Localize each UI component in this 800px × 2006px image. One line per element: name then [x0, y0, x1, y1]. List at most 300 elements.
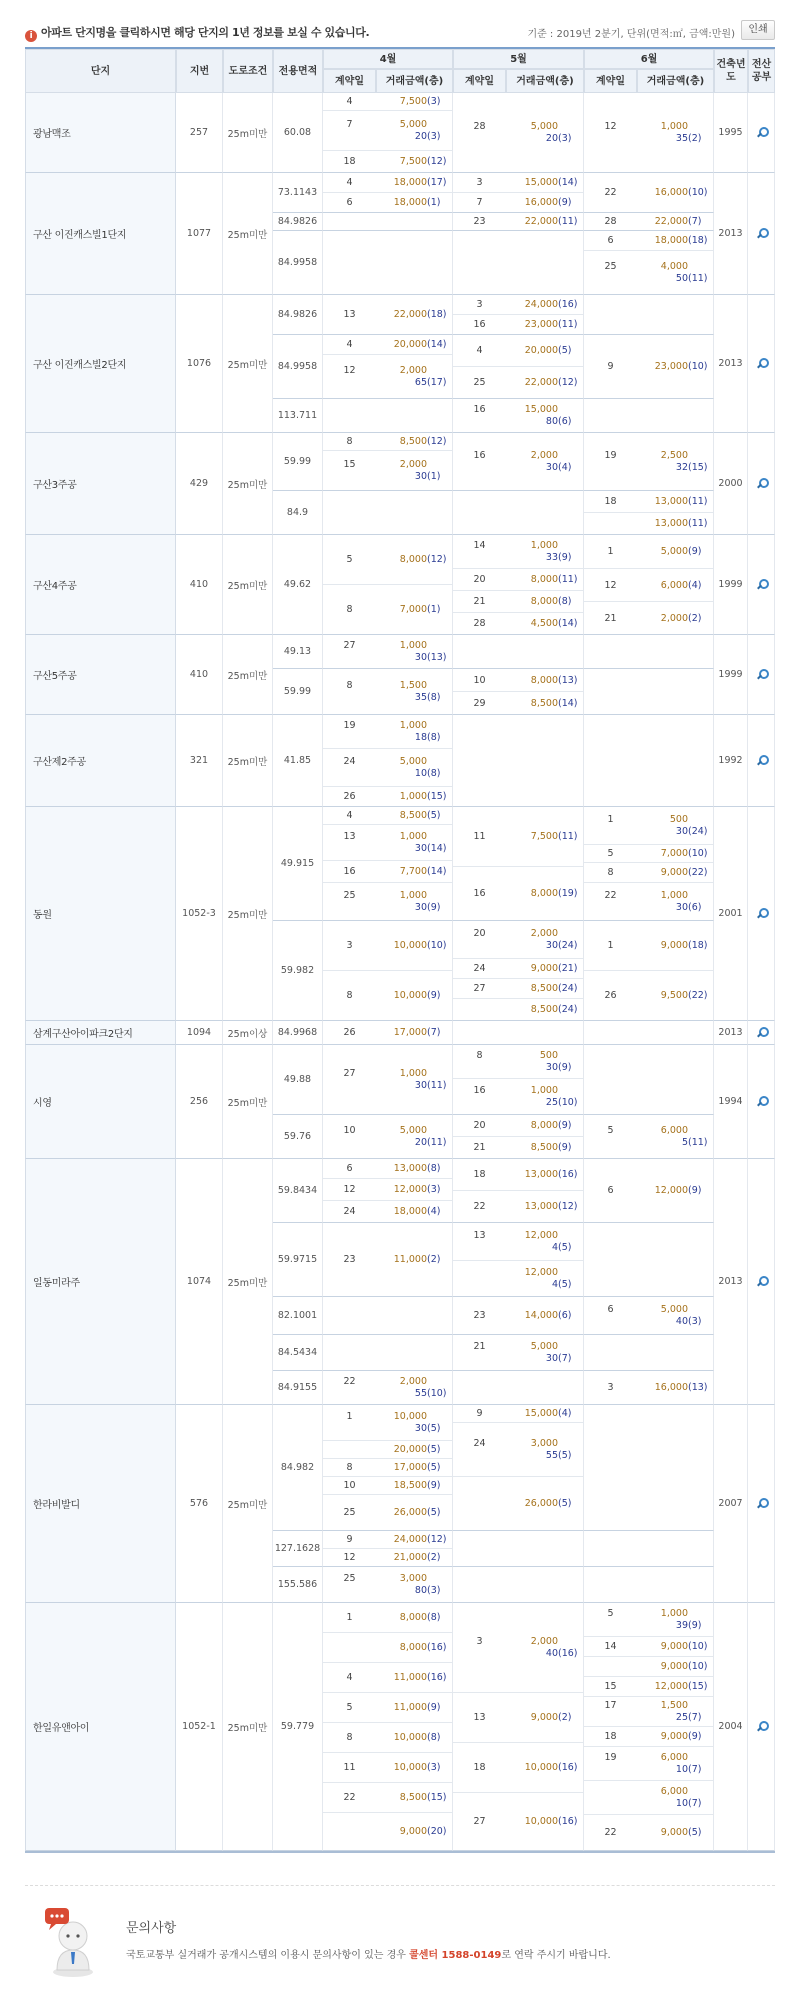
floor-value: (5): [427, 1507, 441, 1518]
floor-value: (19): [558, 888, 578, 899]
price-value: 7,700: [399, 866, 427, 877]
trade-amount: [376, 309, 449, 321]
exclusive-area: 127.1628: [273, 1531, 323, 1567]
price-value-2: 18: [414, 732, 427, 743]
price-value: 18,000: [393, 177, 427, 188]
price-line-2: [506, 1242, 580, 1254]
trade-amount: [376, 1444, 449, 1456]
price-value: 1,000: [660, 890, 688, 901]
price-line-2: [637, 826, 710, 838]
header-month-4: 4월: [323, 49, 453, 69]
magnifier-icon[interactable]: [756, 1721, 768, 1733]
trade-divider: [584, 512, 714, 513]
trade-amount: [376, 890, 449, 914]
price-value: 8,500: [530, 1142, 558, 1153]
floor-value: (21): [558, 963, 578, 974]
price-value: 15,000: [524, 177, 558, 188]
trade-amount: [376, 197, 449, 209]
trade-amount: [376, 1027, 449, 1039]
floor-value: (9): [558, 1062, 572, 1073]
contract-day: 27: [343, 1068, 356, 1079]
price-value: 21,000: [393, 1552, 427, 1563]
month-block: [453, 1405, 584, 1531]
magnifier-icon[interactable]: [756, 228, 768, 240]
exclusive-area: 49.13: [273, 635, 323, 669]
price-value: 12,000: [524, 1230, 558, 1241]
price-value: 7,500: [399, 156, 427, 167]
floor-value: (16): [558, 1169, 578, 1180]
magnifier-icon[interactable]: [756, 1096, 768, 1108]
floor-value: (16): [558, 1816, 578, 1827]
price-value: 9,000: [660, 940, 688, 951]
complex-name-link[interactable]: 삼계구산아이파크2단지: [25, 1021, 176, 1045]
price-value: 16,000: [524, 197, 558, 208]
price-value: 10,000: [393, 990, 427, 1001]
price-line-2: [506, 940, 580, 952]
month-block: [453, 1531, 584, 1567]
header-complex: 단지: [25, 49, 176, 93]
floor-value: (12): [558, 1201, 578, 1212]
trade-amount: [506, 596, 580, 608]
exclusive-area: 41.85: [273, 715, 323, 807]
contract-day: 28: [604, 216, 617, 227]
inquiry-text-after: 로 연락 주시기 바랍니다.: [501, 1950, 611, 1961]
price-value: 2,500: [660, 450, 688, 461]
price-value: 17,000: [393, 1027, 427, 1038]
complex-lot: 410: [176, 535, 223, 635]
trade-amount: [637, 1641, 710, 1653]
contract-day: 27: [473, 983, 486, 994]
month-block: [323, 921, 453, 1021]
trade-divider: [584, 882, 714, 883]
trade-amount: [637, 1731, 710, 1743]
floor-value: (5): [427, 1462, 441, 1473]
trade-amount: [376, 1826, 449, 1838]
floor-value: (16): [558, 299, 578, 310]
floor-value: (4): [558, 1408, 572, 1419]
month-block: [584, 635, 714, 669]
price-value: 9,000: [660, 1827, 688, 1838]
exclusive-area: 84.9958: [273, 335, 323, 399]
floor-value: (12): [558, 377, 578, 388]
price-line-2: [376, 1423, 449, 1435]
contract-day: 16: [473, 888, 486, 899]
contract-day: 5: [607, 1125, 614, 1136]
price-value-2: 55: [414, 1388, 427, 1399]
contract-day: 8: [607, 867, 614, 878]
trade-divider: [453, 612, 584, 613]
price-value: 1,500: [399, 680, 427, 691]
trade-amount: [506, 831, 580, 843]
price-line-2: [637, 273, 710, 285]
complex-road: 25m미만: [223, 93, 273, 173]
price-value: 18,500: [393, 1480, 427, 1491]
trade-divider: [453, 192, 584, 193]
complex-name-link[interactable]: 동원: [25, 807, 176, 1021]
trade-divider: [323, 584, 453, 585]
trade-divider: [584, 1814, 714, 1815]
price-value: 24,000: [524, 299, 558, 310]
month-block: [584, 1223, 714, 1297]
trade-divider: [453, 978, 584, 979]
complex-road: 25m이상: [223, 1021, 273, 1045]
price-value-2: 39: [675, 1620, 688, 1631]
price-value: 1,000: [660, 1608, 688, 1619]
contract-day: 21: [473, 1341, 486, 1352]
price-value: 4,000: [660, 261, 688, 272]
trade-divider: [323, 970, 453, 971]
trade-divider: [323, 1812, 453, 1813]
price-value: 18,000: [654, 235, 688, 246]
floor-value: (9): [558, 1120, 572, 1131]
trade-amount: [376, 339, 449, 351]
trade-divider: [453, 1692, 584, 1693]
trade-divider: [323, 1782, 453, 1783]
price-value: 6,000: [660, 1752, 688, 1763]
exclusive-area: 84.9968: [273, 1021, 323, 1045]
magnifier-icon[interactable]: [756, 1498, 768, 1510]
price-line-2: [637, 1764, 710, 1776]
trade-divider: [323, 882, 453, 883]
contract-day: 14: [604, 1641, 617, 1652]
floor-value: (7): [688, 216, 702, 227]
header-contract-day: 계약일: [584, 69, 637, 93]
contract-day: 3: [476, 299, 483, 310]
price-value-2: 65: [414, 377, 427, 388]
complex-name-link[interactable]: 한라비발디: [25, 1405, 176, 1603]
trade-divider: [323, 1200, 453, 1201]
floor-value: (17): [427, 177, 447, 188]
price-value: 1,000: [399, 640, 427, 651]
complex-lot: 1052-1: [176, 1603, 223, 1851]
trade-amount: [637, 496, 710, 508]
trade-divider: [584, 568, 714, 569]
header-contract-day: 계약일: [453, 69, 506, 93]
complex-name-link[interactable]: 한일유앤아이: [25, 1603, 176, 1851]
floor-value: (10): [427, 1388, 447, 1399]
trade-amount: [376, 831, 449, 855]
floor-value: (3): [558, 133, 572, 144]
floor-value: (20): [427, 1826, 447, 1837]
trade-amount: [506, 319, 580, 331]
magnifier-icon[interactable]: [756, 908, 768, 920]
trade-amount: [637, 216, 710, 228]
price-value: 24,000: [393, 1534, 427, 1545]
floor-value: (2): [688, 133, 702, 144]
floor-value: (13): [427, 652, 447, 663]
floor-value: (1): [427, 197, 441, 208]
trade-divider: [323, 110, 453, 111]
complex-road: 25m미만: [223, 1159, 273, 1405]
trade-amount: [637, 1700, 710, 1724]
print-button[interactable]: 인쇄: [741, 20, 775, 40]
magnifier-icon[interactable]: [756, 669, 768, 681]
header-area: 전용면적: [273, 49, 323, 93]
floor-value: (5): [558, 1450, 572, 1461]
trade-amount: [637, 546, 710, 558]
contract-day: 8: [346, 990, 353, 1001]
magnifier-icon[interactable]: [756, 579, 768, 591]
trade-amount: [506, 1201, 580, 1213]
price-value: 6,000: [660, 580, 688, 591]
floor-value: (24): [688, 826, 708, 837]
price-value: 500: [669, 814, 688, 825]
trade-divider: [323, 1494, 453, 1495]
trade-divider: [323, 1458, 453, 1459]
trade-amount: [376, 720, 449, 744]
exclusive-area: 84.9: [273, 491, 323, 535]
header-road: 도로조건: [223, 49, 273, 93]
trade-divider: [453, 1792, 584, 1793]
trade-divider: [584, 1676, 714, 1677]
header-month-5: 5월: [453, 49, 584, 69]
magnifier-icon[interactable]: [756, 127, 768, 139]
floor-value: (15): [427, 791, 447, 802]
complex-built: 1994: [714, 1045, 748, 1159]
floor-value: (9): [688, 1185, 702, 1196]
exclusive-area: 73.1143: [273, 173, 323, 213]
price-value: 14,000: [524, 1310, 558, 1321]
floor-value: (16): [558, 1762, 578, 1773]
contract-day: 23: [343, 1254, 356, 1265]
price-line-2: [506, 1097, 580, 1109]
contract-day: 9: [476, 1408, 483, 1419]
header-amount: 거래금액(층): [637, 69, 714, 93]
month-block: [584, 715, 714, 807]
contract-day: 4: [346, 177, 353, 188]
contract-day: 3: [607, 1382, 614, 1393]
complex-name-link[interactable]: 구산5주공: [25, 635, 176, 715]
exclusive-area: 59.779: [273, 1603, 323, 1851]
price-value-2: 50: [675, 273, 688, 284]
complex-name-link[interactable]: 구산4주공: [25, 535, 176, 635]
month-block: [584, 1531, 714, 1567]
price-value: 500: [539, 1050, 558, 1061]
trade-amount: [637, 361, 710, 373]
trade-amount: [376, 1480, 449, 1492]
trade-amount: [376, 1184, 449, 1196]
complex-name-link[interactable]: 구산3주공: [25, 433, 176, 535]
complex-road: 25m미만: [223, 535, 273, 635]
complex-built: 2001: [714, 807, 748, 1021]
price-value: 12,000: [393, 1184, 427, 1195]
month-block: [323, 491, 453, 535]
price-value: 9,000: [530, 1712, 558, 1723]
trade-amount: [637, 990, 710, 1002]
trade-amount: [506, 1341, 580, 1365]
price-value: 1,000: [530, 540, 558, 551]
month-block: [323, 399, 453, 433]
magnifier-icon[interactable]: [756, 755, 768, 767]
trade-amount: [506, 618, 580, 630]
floor-value: (10): [688, 361, 708, 372]
info-icon: i: [25, 30, 37, 42]
floor-value: (14): [427, 866, 447, 877]
floor-value: (7): [688, 1764, 702, 1775]
trade-amount: [506, 574, 580, 586]
price-value-2: 20: [414, 1137, 427, 1148]
complex-name-link[interactable]: 구산제2주공: [25, 715, 176, 807]
floor-value: (11): [558, 216, 578, 227]
complex-name-link[interactable]: 일동미라주: [25, 1159, 176, 1405]
floor-value: (24): [558, 940, 578, 951]
price-value: 1,000: [399, 890, 427, 901]
price-line-2: [376, 692, 449, 704]
floor-value: (1): [427, 471, 441, 482]
trade-amount: [637, 518, 710, 530]
floor-value: (12): [427, 436, 447, 447]
floor-value: (11): [427, 1137, 447, 1148]
contract-day: 22: [604, 1827, 617, 1838]
floor-value: (3): [688, 1316, 702, 1327]
complex-lot: 321: [176, 715, 223, 807]
price-line-2: [376, 1585, 449, 1597]
trade-amount: [506, 888, 580, 900]
magnifier-icon[interactable]: [756, 358, 768, 370]
trade-amount: [506, 1408, 580, 1420]
inquiry-person-icon: [43, 1906, 99, 1978]
trade-amount: [376, 1068, 449, 1092]
price-value: 2,000: [530, 928, 558, 939]
trade-divider: [323, 1440, 453, 1441]
complex-name-link[interactable]: 구산 이진캐스빌1단지: [25, 173, 176, 295]
price-value: 2,000: [660, 613, 688, 624]
exclusive-area: 59.8434: [273, 1159, 323, 1223]
trade-amount: [376, 96, 449, 108]
month-block: [584, 669, 714, 715]
complex-name-link[interactable]: 광남맥조: [25, 93, 176, 173]
month-block: [323, 1603, 453, 1851]
floor-value: (3): [427, 1184, 441, 1195]
price-value: 10,000: [524, 1816, 558, 1827]
contract-day: 5: [346, 554, 353, 565]
top-bar: [25, 20, 775, 44]
price-value: 12,000: [654, 1185, 688, 1196]
price-value: 2,000: [399, 1376, 427, 1387]
floor-value: (12): [427, 554, 447, 565]
trade-amount: [376, 940, 449, 952]
trade-amount: [637, 1661, 710, 1673]
contract-day: 11: [473, 831, 486, 842]
floor-value: (15): [427, 1792, 447, 1803]
contract-day: 12: [343, 1184, 356, 1195]
floor-value: (2): [688, 613, 702, 624]
price-value-2: 80: [414, 1585, 427, 1596]
contract-day: 22: [604, 187, 617, 198]
floor-value: (18): [688, 235, 708, 246]
price-value: 8,500: [530, 1004, 558, 1015]
trade-amount: [376, 554, 449, 566]
floor-value: (5): [427, 810, 441, 821]
complex-built: 1995: [714, 93, 748, 173]
contract-day: 12: [604, 121, 617, 132]
price-value: 18,000: [393, 1206, 427, 1217]
month-block: [453, 1371, 584, 1405]
floor-value: (14): [558, 698, 578, 709]
contract-day: 16: [473, 450, 486, 461]
trade-amount: [376, 1534, 449, 1546]
price-value: 10,000: [393, 1411, 427, 1422]
magnifier-icon[interactable]: [756, 1027, 768, 1039]
floor-value: (11): [688, 273, 708, 284]
trade-amount: [506, 450, 580, 474]
contract-day: 22: [604, 890, 617, 901]
trade-amount: [376, 1125, 449, 1149]
trade-amount: [376, 1376, 449, 1400]
contract-day: 13: [343, 309, 356, 320]
contract-day: 18: [473, 1762, 486, 1773]
floor-value: (11): [688, 496, 708, 507]
magnifier-icon[interactable]: [756, 478, 768, 490]
magnifier-icon[interactable]: [756, 1276, 768, 1288]
contract-day: 1: [607, 940, 614, 951]
contract-day: 1: [607, 814, 614, 825]
price-value: 13,000: [654, 496, 688, 507]
contract-day: 18: [604, 1731, 617, 1742]
price-value-2: 40: [675, 1316, 688, 1327]
floor-value: (7): [558, 1353, 572, 1364]
month-block: [453, 231, 584, 295]
contract-day: 4: [346, 339, 353, 350]
contract-day: 16: [473, 319, 486, 330]
price-value: 4,500: [530, 618, 558, 629]
complex-name-link[interactable]: 구산 이진캐스빌2단지: [25, 295, 176, 433]
price-value: 8,500: [530, 983, 558, 994]
trade-amount: [506, 121, 580, 145]
price-value: 2,000: [399, 459, 427, 470]
month-block: [584, 921, 714, 1021]
trade-amount: [376, 810, 449, 822]
price-value: 7,000: [399, 604, 427, 615]
floor-value: (9): [558, 197, 572, 208]
floor-value: (16): [427, 1672, 447, 1683]
trade-amount: [637, 121, 710, 145]
trade-divider: [323, 354, 453, 355]
price-value: 2,000: [399, 365, 427, 376]
month-block: [453, 491, 584, 535]
complex-lot: 429: [176, 433, 223, 535]
contract-day: 13: [473, 1712, 486, 1723]
trade-amount: [506, 675, 580, 687]
trade-amount: [376, 1573, 449, 1597]
header-amount: 거래금액(층): [506, 69, 584, 93]
floor-value: (9): [427, 1702, 441, 1713]
month-block: [584, 1567, 714, 1603]
contract-day: 18: [604, 496, 617, 507]
trade-amount: [506, 216, 580, 228]
price-value: 16,000: [654, 1382, 688, 1393]
exclusive-area: 59.9715: [273, 1223, 323, 1297]
contract-day: 28: [473, 121, 486, 132]
trade-amount: [376, 1672, 449, 1684]
contract-day: 24: [473, 963, 486, 974]
trade-amount: [637, 1681, 710, 1693]
inquiry-section: [25, 1885, 775, 1985]
floor-value: (9): [688, 1731, 702, 1742]
contract-day: 26: [343, 1027, 356, 1038]
exclusive-area: 59.76: [273, 1115, 323, 1159]
price-value-2: 20: [545, 133, 558, 144]
contract-day: 12: [343, 365, 356, 376]
price-value: 8,500: [399, 436, 427, 447]
floor-value: (9): [427, 990, 441, 1001]
complex-road: 25m미만: [223, 1603, 273, 1851]
exclusive-area: 84.9826: [273, 295, 323, 335]
complex-name-link[interactable]: 시영: [25, 1045, 176, 1159]
trade-amount: [506, 177, 580, 189]
price-line-2: [376, 843, 449, 855]
floor-value: (24): [558, 1004, 578, 1015]
